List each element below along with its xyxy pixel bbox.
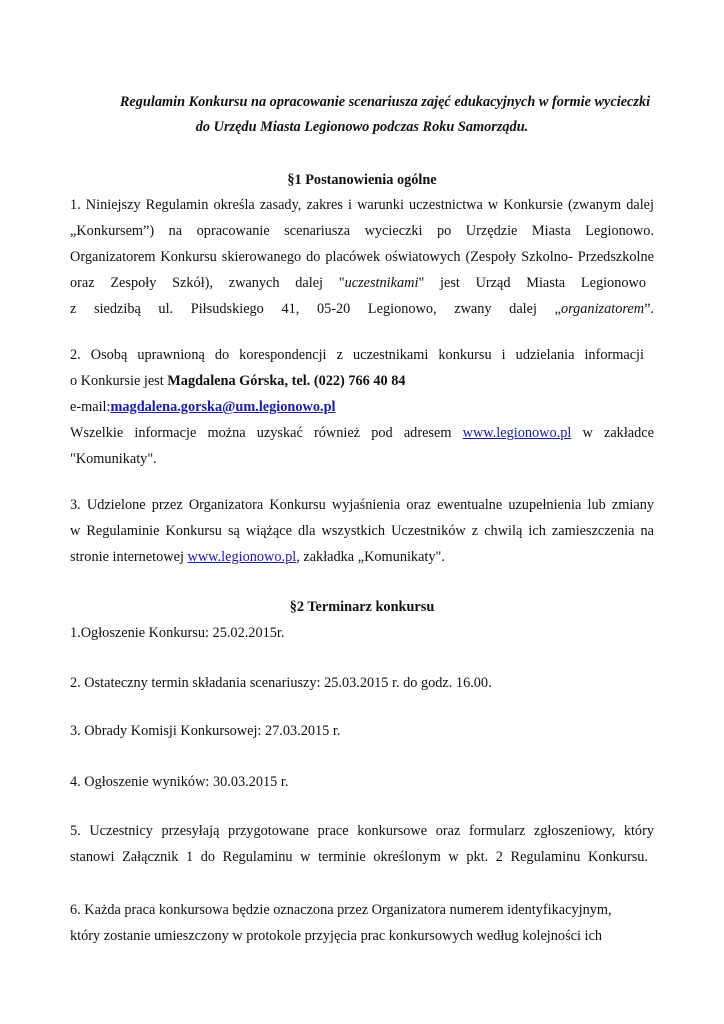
schedule-text: 3. Obrady Komisji Konkursowej: 27.03.2015 r. bbox=[70, 723, 341, 739]
paragraph-line: 1. Niniejszy Regulamin określa zasady, zakres i warunki uczestnictwa w Konkursie (zwanym dalej bbox=[70, 197, 654, 213]
organizatorem-term: organizatorem bbox=[560, 301, 645, 317]
schedule-item-5 bbox=[70, 818, 654, 870]
section-1-paragraph-3 bbox=[70, 492, 654, 570]
paragraph-line: oraz Zespoły Szkół), zwanych dalej "uczestnikami" jest Urząd Miasta Legionowo bbox=[70, 275, 646, 291]
section-1-heading: §1 Postanowienia ogólne bbox=[287, 172, 437, 188]
schedule-item-1 bbox=[70, 620, 654, 646]
paragraph-line: Wszelkie informacje można uzyskać również pod adresem www.legionowo.pl w zakładce bbox=[70, 425, 654, 441]
schedule-item-4 bbox=[70, 769, 654, 795]
title-line-2: do Urzędu Miasta Legionowo podczas Roku Samorządu. bbox=[195, 119, 529, 135]
paragraph-line: "Komunikaty". bbox=[70, 451, 157, 467]
schedule-item-2 bbox=[70, 670, 654, 696]
paragraph-line: stanowi Załącznik 1 do Regulaminu w terminie określonym w pkt. 2 Regulaminu Konkursu. bbox=[70, 849, 648, 865]
paragraph-line: który zostanie umieszczony w protokole przyjęcia prac konkursowych według kolejności ich bbox=[70, 928, 603, 944]
paragraph-line: 5. Uczestnicy przesyłają przygotowane prace konkursowe oraz formularz zgłoszeniowy, który bbox=[70, 823, 654, 839]
paragraph-line: z siedzibą ul. Piłsudskiego 41, 05-20 Legionowo, zwany dalej „organizatorem”. bbox=[70, 301, 654, 317]
schedule-item-6 bbox=[70, 897, 654, 949]
schedule-text: 1.Ogłoszenie Konkursu: 25.02.2015r. bbox=[70, 625, 285, 641]
document-title bbox=[70, 90, 654, 140]
schedule-text: 2. Ostateczny termin składania scenariuszy: 25.03.2015 r. do godz. 16.00. bbox=[70, 675, 492, 691]
section-2-heading: §2 Terminarz konkursu bbox=[289, 599, 435, 615]
section-1-paragraph-2 bbox=[70, 342, 654, 472]
paragraph-line: „Konkursem”) na opracowanie scenariusza wycieczki po Urzędzie Miasta Legionowo. bbox=[70, 223, 654, 239]
paragraph-line: 6. Każda praca konkursowa będzie oznaczona przez Organizatora numerem identyfikacyjnym, bbox=[70, 902, 612, 918]
title-line-1: Regulamin Konkursu na opracowanie scenariusza zajęć edukacyjnych w formie wycieczki bbox=[119, 94, 651, 110]
paragraph-line: 3. Udzielone przez Organizatora Konkursu wyjaśnienia oraz ewentualne uzupełnienia lub zmiany bbox=[70, 497, 654, 513]
schedule-text: 4. Ogłoszenie wyników: 30.03.2015 r. bbox=[70, 774, 289, 790]
paragraph-line: w Regulaminie Konkursu są wiążące dla wszystkich Uczestników z chwilą ich zamieszczenia na bbox=[70, 523, 654, 539]
paragraph-line: stronie internetowej www.legionowo.pl, zakładka „Komunikaty". bbox=[70, 549, 445, 565]
contact-person: Magdalena Górska, tel. (022) 766 40 84 bbox=[167, 373, 406, 389]
email-link[interactable]: magdalena.gorska@um.legionowo.pl bbox=[110, 399, 336, 415]
paragraph-line: o Konkursie jest Magdalena Górska, tel. (022) 766 40 84 bbox=[70, 373, 406, 389]
section-1-paragraph-1 bbox=[70, 192, 654, 322]
paragraph-line: 2. Osobą uprawnioną do korespondencji z uczestnikami konkursu i udzielania informacji bbox=[70, 347, 644, 363]
website-link[interactable]: www.legionowo.pl bbox=[187, 549, 297, 565]
schedule-item-3 bbox=[70, 718, 654, 744]
paragraph-line: Organizatorem Konkursu skierowanego do placówek oświatowych (Zespoły Szkolno- Przedszkolne bbox=[70, 249, 654, 265]
uczestnikami-term: uczestnikami bbox=[344, 275, 419, 291]
paragraph-line: e-mail:magdalena.gorska@um.legionowo.pl bbox=[70, 399, 336, 415]
website-link[interactable]: www.legionowo.pl bbox=[462, 425, 572, 441]
